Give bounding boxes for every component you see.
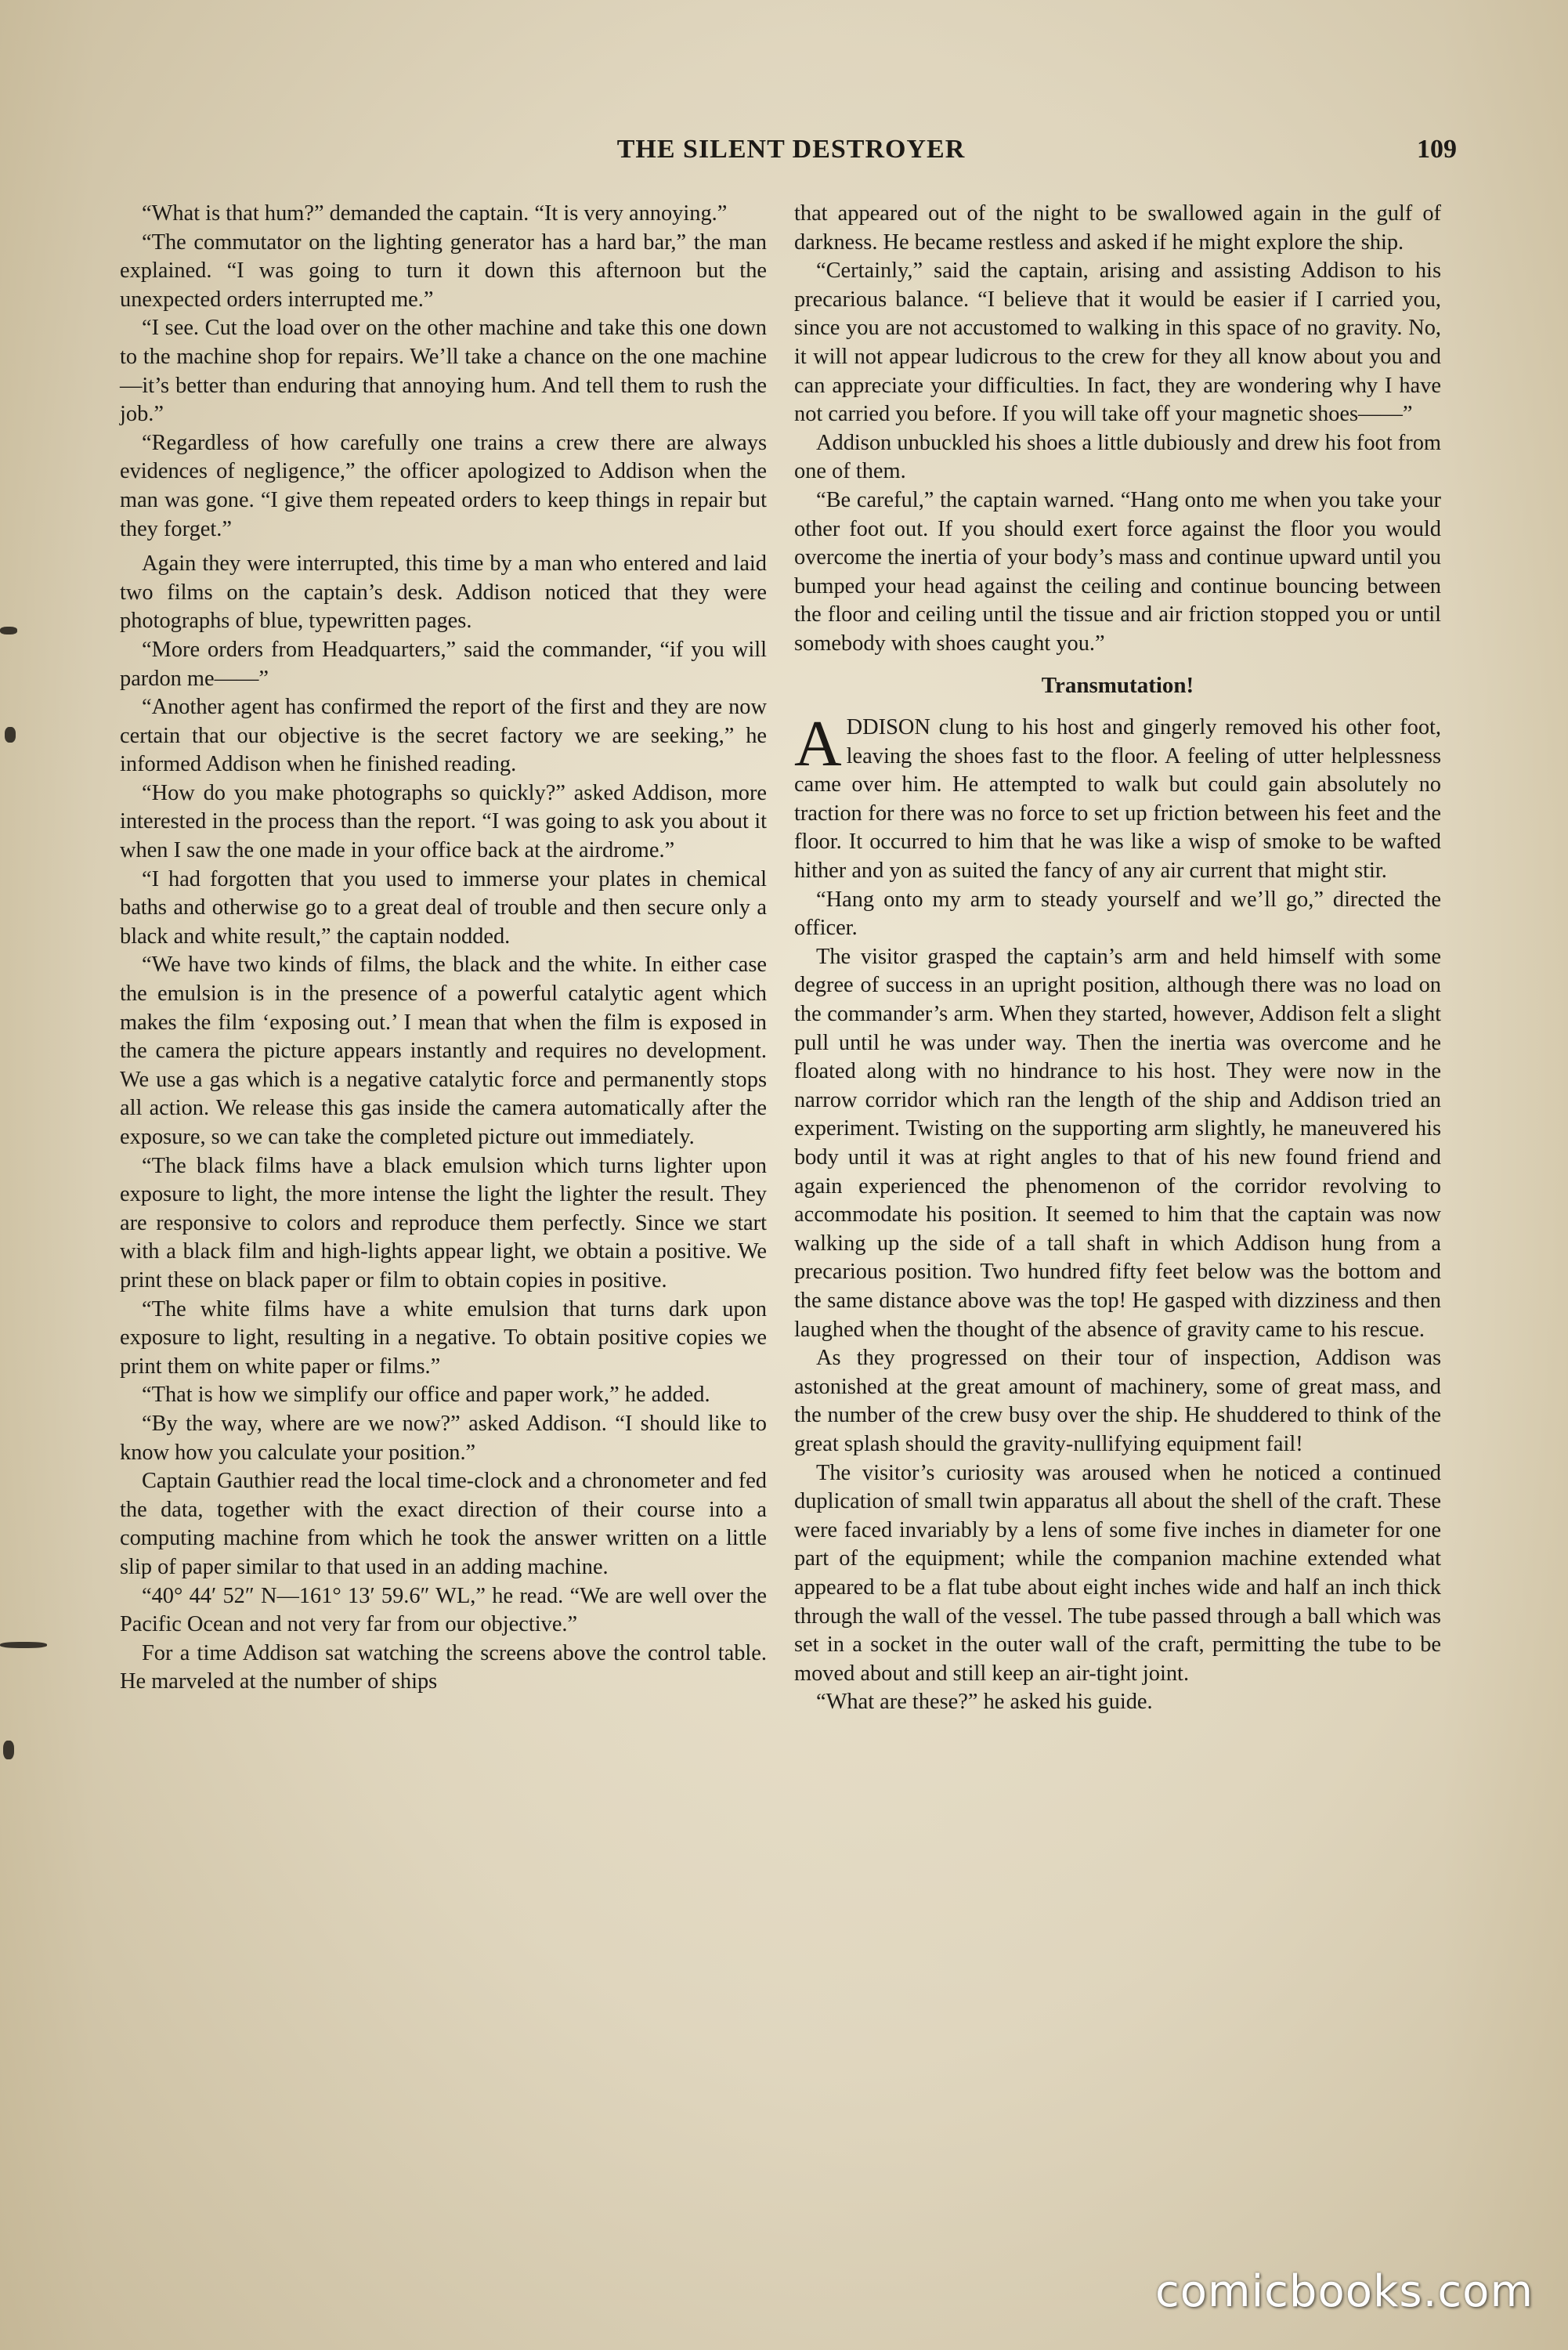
paragraph: “Regardless of how carefully one trains a crew there are always evidences of negligence,” the officer apologized to Addison when the man was gone. “I give them repeated orders to keep things in repair but they forget.” [120, 430, 767, 541]
paper-tear-mark [0, 627, 17, 634]
paragraph: As they progressed on their tour of inspection, Addison was astonished at the great amount of machinery, some of great mass, and the number of the crew busy over the ship. He shuddered to think of the great splash should the gravity-nullifying equipment fail! [794, 1346, 1441, 1456]
page-header [125, 135, 1457, 172]
paragraph: For a time Addison sat watching the screens above the control table. He marveled at the number of ships [120, 1640, 767, 1694]
paragraph: “The black films have a black emulsion which turns lighter upon exposure to light, the more intense the light the lighter the result. They are responsive to colors and reproduce them perfectly. Since we start with a black film and high-lights appear light, we obtain a positive. We print these on black paper or film to obtain copies in positive. [120, 1153, 767, 1292]
paragraph: that appeared out of the night to be swallowed again in the gulf of darkness. He became restless and asked if he might explore the ship. [794, 201, 1441, 255]
paragraph: “The white films have a white emulsion that turns dark upon exposure to light, resulting in a negative. To obtain positive copies we print them on white paper or films.” [120, 1296, 767, 1379]
paragraph: “We have two kinds of films, the black and the white. In either case the emulsion is in the presence of a powerful catalytic agent which makes the film ‘exposing out.’ I mean that when the film is exposed in the camera the picture appears instantly and requires no development. We use a gas which is a negative catalytic force and permanently stops all action. We release this gas inside the camera automatically after the exposure, so we can take the completed picture out immediately. [120, 953, 767, 1149]
paragraph: The visitor’s curiosity was aroused when he noticed a continued duplication of small twin apparatus all about the shell of the craft. These were faced invariably by a lens of some five inches in diameter for one part of the equipment; while the companion machine extended what appeared to be a flat tube about eight inches wide and half an inch thick through the wall of the vessel. The tube passed through a ball which was set in a socket in the outer wall of the craft, permitting the tube to be moved about and still keep an air-tight joint. [794, 1460, 1441, 1686]
left-column [120, 200, 767, 1697]
paragraph: “Be careful,” the captain warned. “Hang onto me when you take your other foot out. If you should exert force against the floor you would overcome the inertia of your body’s mass and continue upward until you bumped your head against the ceiling and continue bouncing between the floor and ceiling until the tissue and air friction stopped you or until somebody with shoes caught you.” [794, 487, 1441, 656]
paragraph: “Certainly,” said the captain, arising and assisting Addison to his precarious balance. “I believe that it would be easier if I carried you, since you are not accustomed to walking in this space of no gravity. No, it will not appear ludicrous to the crew for they all know about you and can appreciate your difficulties. In fact, they are wondering why I have not carried you before. If you will take off your magnetic shoes——” [794, 258, 1441, 427]
paragraph: “What are these?” he asked his guide. [816, 1690, 1153, 1715]
dropcap-paragraph [794, 707, 1441, 886]
paragraph: “How do you make photographs so quickly?” asked Addison, more interested in the process than the report. “I was going to ask you about it when I saw the one made in your office back at the airdrome.” [120, 780, 767, 863]
paragraph: Again they were interrupted, this time by a man who entered and laid two films on the captain’s desk. Addison noticed that they were photographs of blue, typewritten pages. [120, 551, 767, 634]
paragraph: “More orders from Headquarters,” said the commander, “if you will pardon me——” [120, 637, 767, 691]
paragraph: “I had forgotten that you used to immerse your plates in chemical baths and otherwise go to a great deal of trouble and then secure only a black and white result,” the captain nodded. [120, 866, 767, 949]
paragraph: “Hang onto my arm to steady yourself and we’ll go,” directed the officer. [794, 887, 1441, 941]
paragraph: “40° 44′ 52″ N—161° 13′ 59.6″ WL,” he read. “We are well over the Pacific Ocean and not very far from our objective.” [120, 1583, 767, 1637]
paragraph: “Another agent has confirmed the report of the first and they are now certain that our objective is the secret factory we are seeking,” he informed Addison when he finished reading. [120, 695, 767, 777]
running-title: THE SILENT DESTROYER [616, 135, 966, 164]
paragraph: Captain Gauthier read the local time-clock and a chronometer and fed the data, together with the exact direction of their course into a computing machine from which he took the answer written on a little slip of paper similar to that used in an adding machine. [120, 1469, 767, 1579]
paper-tear-mark [0, 1642, 47, 1648]
paper-tear-mark [3, 1741, 14, 1759]
paragraph: The visitor grasped the captain’s arm and held himself with some degree of success in an upright position, although there was no load on the commander’s arm. When they started, however, Addison felt a slight pull until he was under way. Then the inertia was overcome and he floated along with no hindrance to his host. They were now in the narrow corridor which ran the length of the ship and Addison tried an experiment. Twisting on the supporting arm slightly, he maneuvered his body until it was at right angles to that of his new found friend and again experienced the phenomenon of the corridor revolving to accommodate his position. It seemed to him that the captain was now walking up the side of a tall shaft in which Addison hung from a precarious position. Two hundred fifty feet below was the bottom and the same distance above was the top! He gasped with dizziness and then laughed when the thought of the absence of gravity came to his rescue. [794, 944, 1441, 1342]
paper-tear-mark [5, 727, 16, 743]
page-number: 109 [1417, 135, 1457, 164]
paragraph: “That is how we simplify our office and paper work,” he added. [142, 1383, 710, 1408]
paragraph: “The commutator on the lighting generator has a hard bar,” the man explained. “I was going to turn it down this afternoon but the unexpected orders interrupted me.” [120, 230, 767, 312]
paragraph: “What is that hum?” demanded the captain. “It is very annoying.” [142, 201, 728, 226]
drop-cap: A [794, 707, 842, 781]
paragraph: “I see. Cut the load over on the other machine and take this one down to the machine shop for repairs. We’ll take a chance on the one machine—it’s better than enduring that annoying hum. And tell them to rush the job.” [120, 316, 767, 427]
paragraph: “By the way, where are we now?” asked Addison. “I should like to know how you calculate your position.” [120, 1411, 767, 1465]
paragraph: Addison unbuckled his shoes a little dubiously and drew his foot from one of them. [794, 430, 1441, 484]
section-heading: Transmutation! [1041, 672, 1194, 698]
site-watermark: comicbooks.com [1154, 2266, 1534, 2317]
dropcap-paragraph-text: DDISON clung to his host and gingerly removed his other foot, leaving the shoes fast to the floor. A feeling of utter helplessness came over him. He attempted to walk but could gain absolutely no traction for there was no force to set up friction between his feet and the floor. It occurred to him that he was like a wisp of smoke to be wafted hither and yon as suited the fancy of any air current that might stir. [794, 715, 1441, 884]
right-column [794, 200, 1441, 1717]
